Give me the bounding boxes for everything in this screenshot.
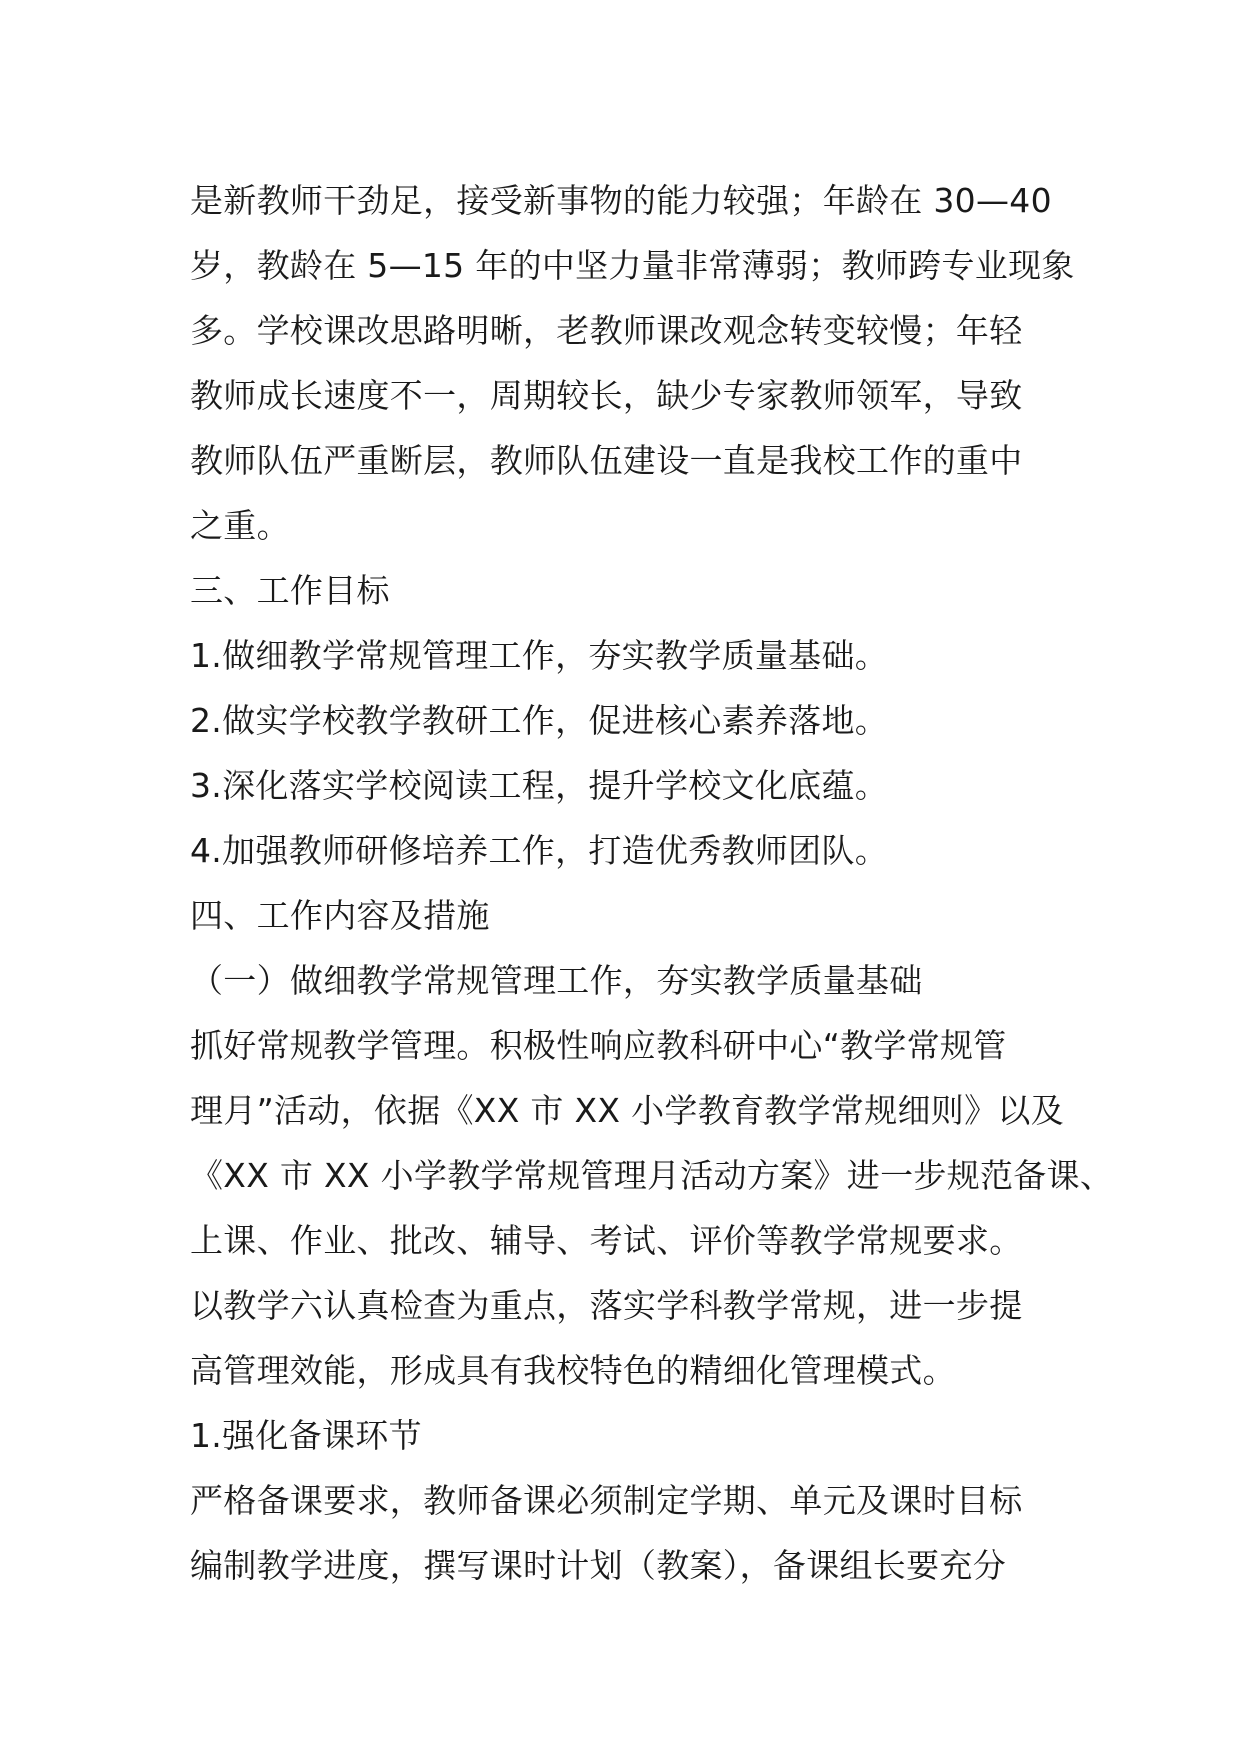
document-body [190,168,1114,1598]
paragraph-line: 教师队伍严重断层，教师队伍建设一直是我校工作的重中 [190,441,1023,480]
paragraph-line: 教师成长速度不一，周期较长，缺少专家教师领军，导致 [190,376,1023,415]
paragraph-line: 编制教学进度，撰写课时计划（教案），备课组长要充分 [190,1546,1006,1585]
paragraph-line: 多。学校课改思路明晰，老教师课改观念转变较慢；年轻 [190,311,1023,350]
paragraph-line: 高管理效能，形成具有我校特色的精细化管理模式。 [190,1351,956,1390]
goal-item: 2.做实学校教学教研工作，促进核心素养落地。 [190,701,889,740]
paragraph-line: 抓好常规教学管理。积极性响应教科研中心“教学常规管 [190,1026,1007,1065]
section-heading: 三、工作目标 [190,571,390,610]
goal-item: 3.深化落实学校阅读工程，提升学校文化底蕴。 [190,766,889,805]
goal-item: 4.加强教师研修培养工作，打造优秀教师团队。 [190,831,889,870]
paragraph-line: 是新教师干劲足，接受新事物的能力较强；年龄在 30—40 [190,181,1052,220]
goal-item: 1.做细教学常规管理工作，夯实教学质量基础。 [190,636,889,675]
section-heading: 四、工作内容及措施 [190,896,490,935]
paragraph-line: 以教学六认真检查为重点，落实学科教学常规，进一步提 [190,1286,1023,1325]
paragraph-line: 之重。 [190,506,290,545]
paragraph-line: 严格备课要求，教师备课必须制定学期、单元及课时目标 [190,1481,1023,1520]
subsection-heading: （一）做细教学常规管理工作，夯实教学质量基础 [190,961,923,1000]
paragraph-line: 岁，教龄在 5—15 年的中坚力量非常薄弱；教师跨专业现象 [190,246,1075,285]
paragraph-line: 理月”活动，依据《XX 市 XX 小学教育教学常规细则》以及 [190,1091,1064,1130]
paragraph-line: 《XX 市 XX 小学教学常规管理月活动方案》进一步规范备课、 [190,1156,1114,1195]
paragraph-line: 上课、作业、批改、辅导、考试、评价等教学常规要求。 [190,1221,1023,1260]
item-heading: 1.强化备课环节 [190,1416,422,1455]
